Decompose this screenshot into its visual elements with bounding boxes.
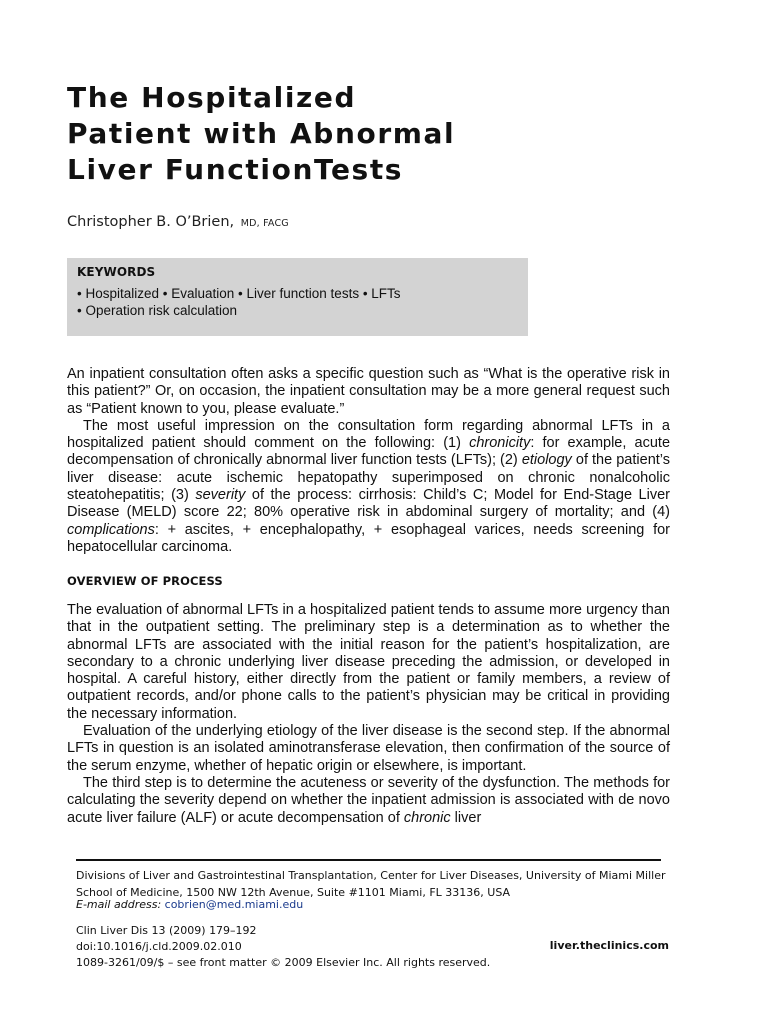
footer-divider: [76, 859, 661, 861]
title-line-1: The Hospitalized: [67, 81, 357, 114]
intro-paragraph-1: An inpatient consultation often asks a specific question such as “What is the operative risk in this patient?” Or, on occasion, the inpatient consultation may be a more general request such as “Patient known to you, please evaluate.”: [67, 366, 670, 417]
author-email-link[interactable]: cobrien@med.miami.edu: [164, 898, 304, 911]
overview-paragraph-1: The evaluation of abnormal LFTs in a hospitalized patient tends to assume more urgency than that in the outpatient setting. The preliminary step is a determination as to whether the abnormal LFTs are associated with the initial reason for the patient’s hospitalization, are secondary to a chronic underlying liver disease preceding the admission, or developed in hospital. A careful history, either directly from the patient or family members, a review of outpatient records, and/or phone calls to the patient’s physician may be critical in providing the necessary information.: [67, 602, 670, 722]
article-title: [67, 80, 707, 188]
overview-paragraph-3: [67, 775, 670, 827]
intro-p2-emphasis-chronicity: chronicity: [469, 435, 531, 452]
citation-journal: Clin Liver Dis 13 (2009) 179–192: [76, 924, 257, 937]
email-label: E-mail address:: [76, 898, 162, 911]
citation-block: [76, 923, 490, 972]
intro-p2-text-4: of the process: cirrhosis: Child’s C; Model for End-Stage Liver Disease (MELD) score 22; 80% operative risk in abdominal surgery of mortality; and (4): [67, 487, 670, 521]
author-line: [67, 214, 289, 230]
overview-heading: OVERVIEW OF PROCESS: [67, 574, 223, 588]
journal-website: liver.theclinics.com: [549, 939, 669, 952]
intro-section: [67, 366, 670, 556]
intro-paragraph-2: [67, 418, 670, 556]
overview-section: [67, 602, 670, 827]
overview-p3-text-2: liver: [450, 809, 482, 826]
overview-p3-emphasis-chronic: chronic: [403, 809, 451, 826]
intro-p2-text-3: of the patient’s liver disease: acute ischemic hepatopathy superimposed on chronic nonalcoholic steatohepatitis; (3): [67, 452, 670, 504]
title-line-2: Patient with Abnormal: [67, 117, 456, 150]
intro-p2-text-5: : + ascites, + encephalopathy, + esophageal varices, needs screening for hepatocellular carcinoma.: [67, 521, 670, 555]
citation-doi: doi:10.1016/j.cld.2009.02.010: [76, 940, 242, 954]
keywords-box: [67, 258, 528, 336]
keywords-line-2: • Operation risk calculation: [77, 303, 238, 318]
keywords-heading: KEYWORDS: [77, 265, 156, 279]
overview-paragraph-2: Evaluation of the underlying etiology of the liver disease is the second step. If the abnormal LFTs in question is an isolated aminotransferase elevation, then confirmation of the source of the serum enzyme, whether of hepatic origin or elsewhere, is important.: [67, 723, 670, 774]
author-credentials: MD, FACG: [240, 218, 289, 229]
citation-copyright: 1089-3261/09/$ – see front matter © 2009 Elsevier Inc. All rights reserved.: [76, 956, 491, 970]
title-line-3: Liver FunctionTests: [67, 153, 404, 186]
intro-p2-text-2: : for example, acute decompensation of chronically abnormal liver function tests (LFTs); (2): [67, 435, 671, 469]
intro-p2-emphasis-severity: severity: [195, 487, 246, 504]
overview-p3-text-1: The third step is to determine the acuteness or severity of the dysfunction. The methods for calculating the severity depend on whether the inpatient admission is associated with de novo acute liver failure (ALF) or acute decompensation of: [67, 774, 670, 826]
keywords-line-1: • Hospitalized • Evaluation • Liver function tests • LFTs: [77, 286, 401, 301]
author-affiliation: Divisions of Liver and Gastrointestinal Transplantation, Center for Liver Diseases, University of Miami Miller School of Medicine, 1500 NW 12th Avenue, Suite #1101 Miami, FL 33136, USA: [76, 869, 666, 899]
author-name: Christopher B. O’Brien,: [67, 214, 235, 230]
intro-p2-emphasis-etiology: etiology: [521, 452, 572, 469]
intro-p2-text-1: The most useful impression on the consultation form regarding abnormal LFTs in a hospitalized patient should comment on the following: (1): [67, 417, 670, 452]
intro-p2-emphasis-complications: complications: [67, 521, 155, 538]
email-line: [76, 898, 303, 911]
